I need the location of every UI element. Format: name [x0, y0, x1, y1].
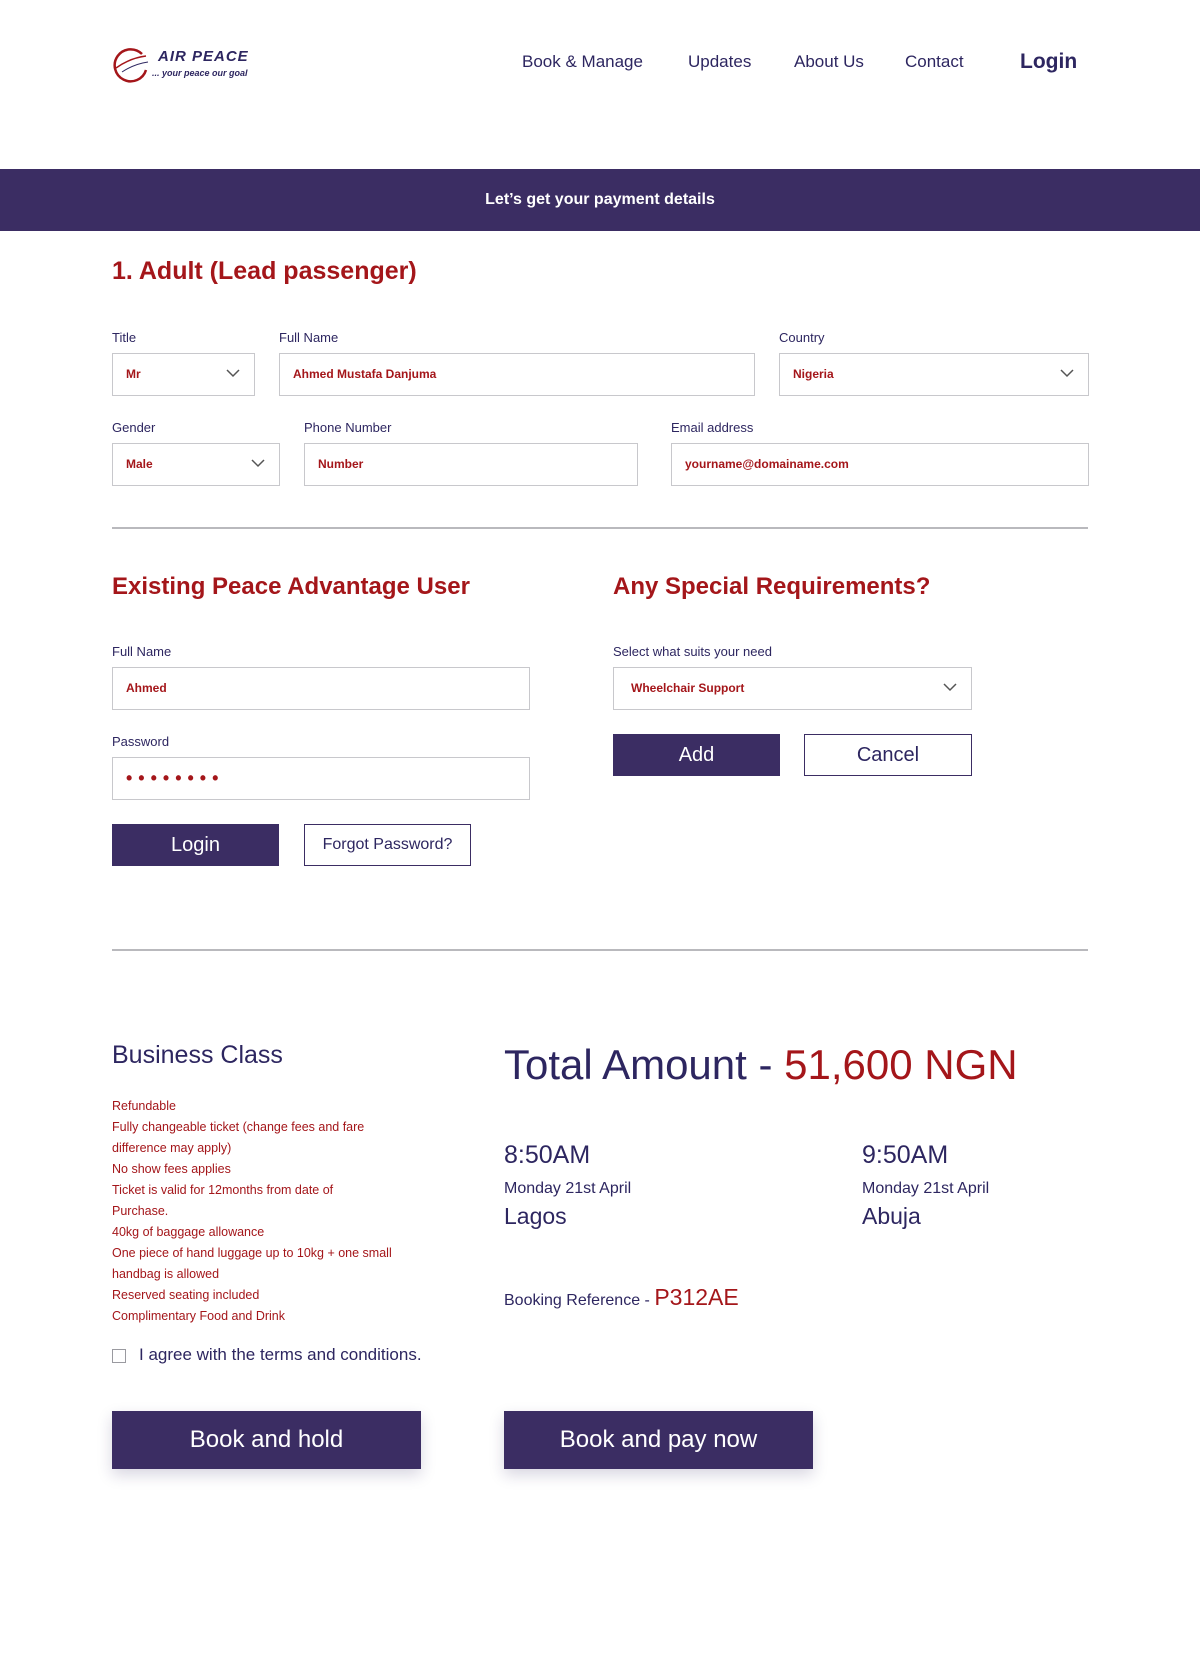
title-select[interactable] [112, 353, 255, 396]
logo-wordmark: AIR PEACE [158, 48, 249, 65]
gender-label: Gender [112, 420, 156, 435]
logo-tagline: ... your peace our goal [152, 68, 248, 78]
total-value: 51,600 NGN [784, 1041, 1018, 1088]
country-value: Nigeria [793, 367, 834, 381]
nav-login[interactable]: Login [1020, 50, 1078, 73]
book-and-pay-now-button[interactable]: Book and pay now [504, 1411, 813, 1469]
advantage-name-input[interactable]: Ahmed [112, 667, 530, 710]
title-value: Mr [126, 367, 141, 381]
nav-book-manage[interactable]: Book & Manage [522, 52, 643, 71]
forgot-password-button[interactable]: Forgot Password? [304, 824, 471, 866]
password-input[interactable]: •••••••• [112, 757, 530, 800]
list-item: One piece of hand luggage up to 10kg + one small [112, 1246, 392, 1260]
divider [112, 949, 1088, 951]
departure-city: Lagos [504, 1203, 567, 1229]
password-label: Password [112, 734, 170, 749]
phone-input[interactable]: Number [304, 443, 638, 486]
list-item: difference may apply) [112, 1141, 232, 1155]
passenger-heading: 1. Adult (Lead passenger) [112, 257, 417, 285]
country-label: Country [779, 330, 825, 345]
divider [112, 527, 1088, 529]
list-item: Fully changeable ticket (change fees and fare [112, 1120, 365, 1134]
booking-reference-value: P312AE [654, 1284, 739, 1310]
nav-about-us[interactable]: About Us [794, 52, 864, 71]
advantage-name-label: Full Name [112, 644, 172, 659]
arrival-time: 9:50AM [862, 1141, 949, 1169]
list-item: handbag is allowed [112, 1267, 220, 1281]
special-select-label: Select what suits your need [613, 644, 772, 659]
login-button[interactable]: Login [112, 824, 279, 866]
nav-contact[interactable]: Contact [905, 52, 964, 71]
cancel-button[interactable]: Cancel [804, 734, 972, 776]
special-select-value: Wheelchair Support [631, 681, 745, 695]
total-amount [504, 1041, 1018, 1089]
payment-banner: Let’s get your payment details [0, 169, 1200, 231]
list-item: Refundable [112, 1099, 176, 1113]
fare-class-title: Business Class [112, 1041, 283, 1069]
total-label: Total Amount - [504, 1041, 785, 1088]
gender-value: Male [126, 457, 153, 471]
full-name-label: Full Name [279, 330, 339, 345]
full-name-input[interactable]: Ahmed Mustafa Danjuma [279, 353, 755, 396]
list-item: 40kg of baggage allowance [112, 1225, 265, 1239]
list-item: Reserved seating included [112, 1288, 260, 1302]
arrival-date: Monday 21st April [862, 1180, 990, 1197]
add-button[interactable]: Add [613, 734, 780, 776]
air-peace-logo[interactable] [112, 44, 262, 84]
email-input[interactable]: yourname@domainame.com [671, 443, 1089, 486]
book-and-hold-button[interactable]: Book and hold [112, 1411, 421, 1469]
logo-emblem-icon [112, 44, 152, 84]
chevron-down-icon [1060, 368, 1074, 378]
chevron-down-icon [251, 458, 265, 468]
terms-label[interactable]: I agree with the terms and conditions. [139, 1345, 422, 1364]
list-item: No show fees applies [112, 1162, 231, 1176]
list-item: Ticket is valid for 12months from date of [112, 1183, 334, 1197]
chevron-down-icon [226, 368, 240, 378]
terms-checkbox[interactable] [112, 1349, 126, 1363]
phone-label: Phone Number [304, 420, 392, 435]
gender-select[interactable] [112, 443, 280, 486]
departure-date: Monday 21st April [504, 1180, 632, 1197]
special-select[interactable] [613, 667, 972, 710]
list-item: Complimentary Food and Drink [112, 1309, 285, 1323]
nav-updates[interactable]: Updates [688, 52, 752, 71]
chevron-down-icon [943, 682, 957, 692]
departure-time: 8:50AM [504, 1141, 591, 1169]
email-label: Email address [671, 420, 754, 435]
booking-reference-label: Booking Reference - [504, 1292, 655, 1309]
fare-perks-list [112, 1096, 392, 1327]
title-label: Title [112, 330, 137, 345]
special-heading: Any Special Requirements? [613, 573, 931, 600]
arrival-city: Abuja [862, 1203, 921, 1229]
list-item: Purchase. [112, 1204, 169, 1218]
booking-reference [504, 1284, 739, 1311]
country-select[interactable] [779, 353, 1089, 396]
advantage-heading: Existing Peace Advantage User [112, 573, 470, 600]
